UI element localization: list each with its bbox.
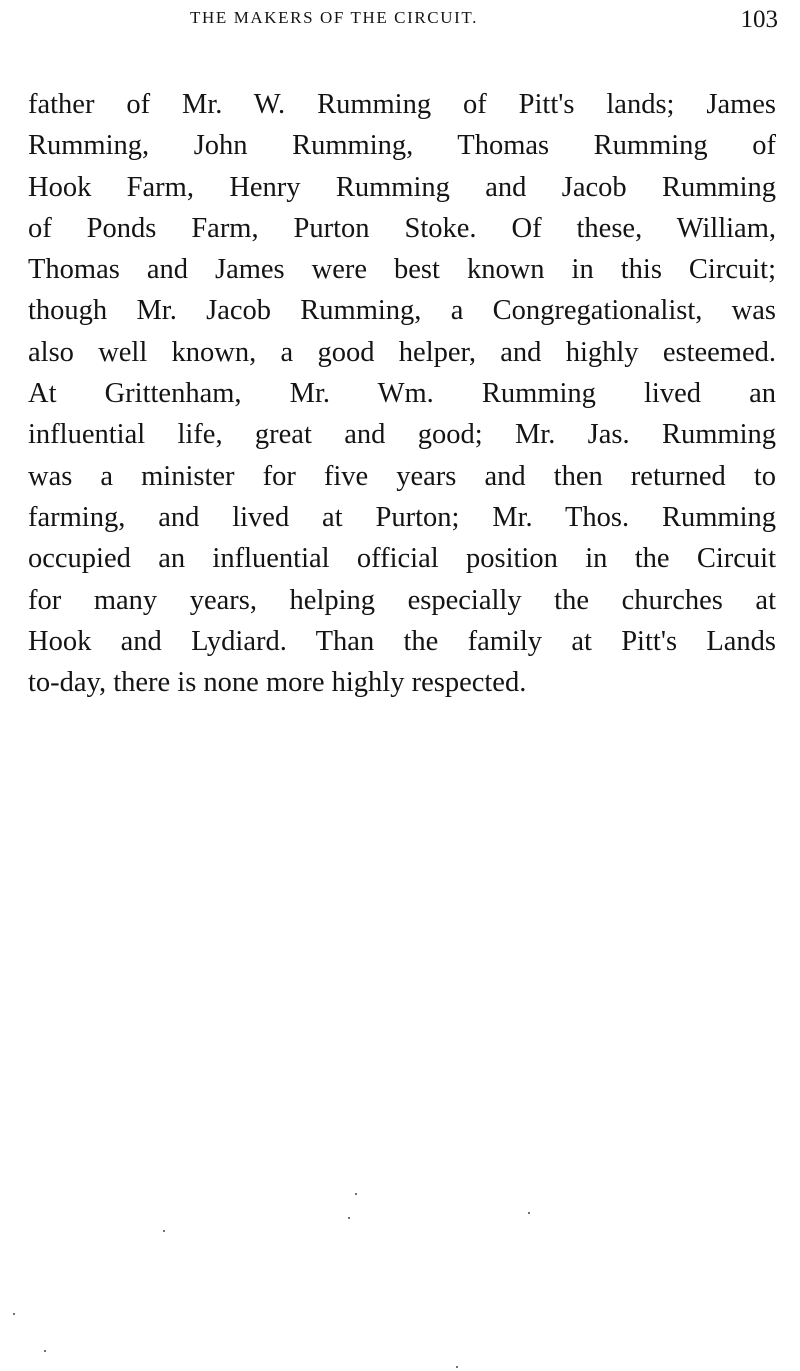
text-line: to-day, there is none more highly respected.	[28, 667, 527, 699]
text-line: for many years, helping especially the churches at	[28, 584, 776, 616]
page-number: 103	[740, 6, 778, 33]
text-line: Hook Farm, Henry Rumming and Jacob Rumming	[28, 171, 776, 203]
scan-speck	[355, 1193, 357, 1195]
scan-speck	[348, 1217, 350, 1219]
text-line: At Grittenham, Mr. Wm. Rumming lived an	[28, 378, 776, 410]
text-line: influential life, great and good; Mr. Jas. Rumming	[28, 419, 776, 451]
text-line: was a minister for five years and then returned to	[28, 460, 776, 492]
text-line: father of Mr. W. Rumming of Pitt's lands; James	[28, 89, 776, 120]
text-line: Hook and Lydiard. Than the family at Pitt's Lands	[28, 625, 776, 657]
text-line: though Mr. Jacob Rumming, a Congregationalist, was	[28, 295, 776, 327]
scan-speck	[13, 1313, 15, 1315]
page-header	[0, 6, 800, 40]
scan-speck	[528, 1212, 530, 1214]
scan-speck	[163, 1230, 165, 1232]
text-line: also well known, a good helper, and highly esteemed.	[28, 336, 776, 368]
text-line: occupied an influential official position in the Circuit	[28, 543, 776, 575]
scan-speck	[44, 1350, 46, 1352]
text-line: Rumming, John Rumming, Thomas Rumming of	[28, 130, 776, 162]
body-paragraph	[28, 84, 776, 703]
text-line: farming, and lived at Purton; Mr. Thos. Rumming	[28, 501, 776, 533]
scan-speck	[456, 1366, 458, 1368]
running-head: THE MAKERS OF THE CIRCUIT.	[190, 8, 478, 27]
text-line: of Ponds Farm, Purton Stoke. Of these, William,	[28, 212, 776, 244]
text-line: Thomas and James were best known in this Circuit;	[28, 254, 776, 286]
